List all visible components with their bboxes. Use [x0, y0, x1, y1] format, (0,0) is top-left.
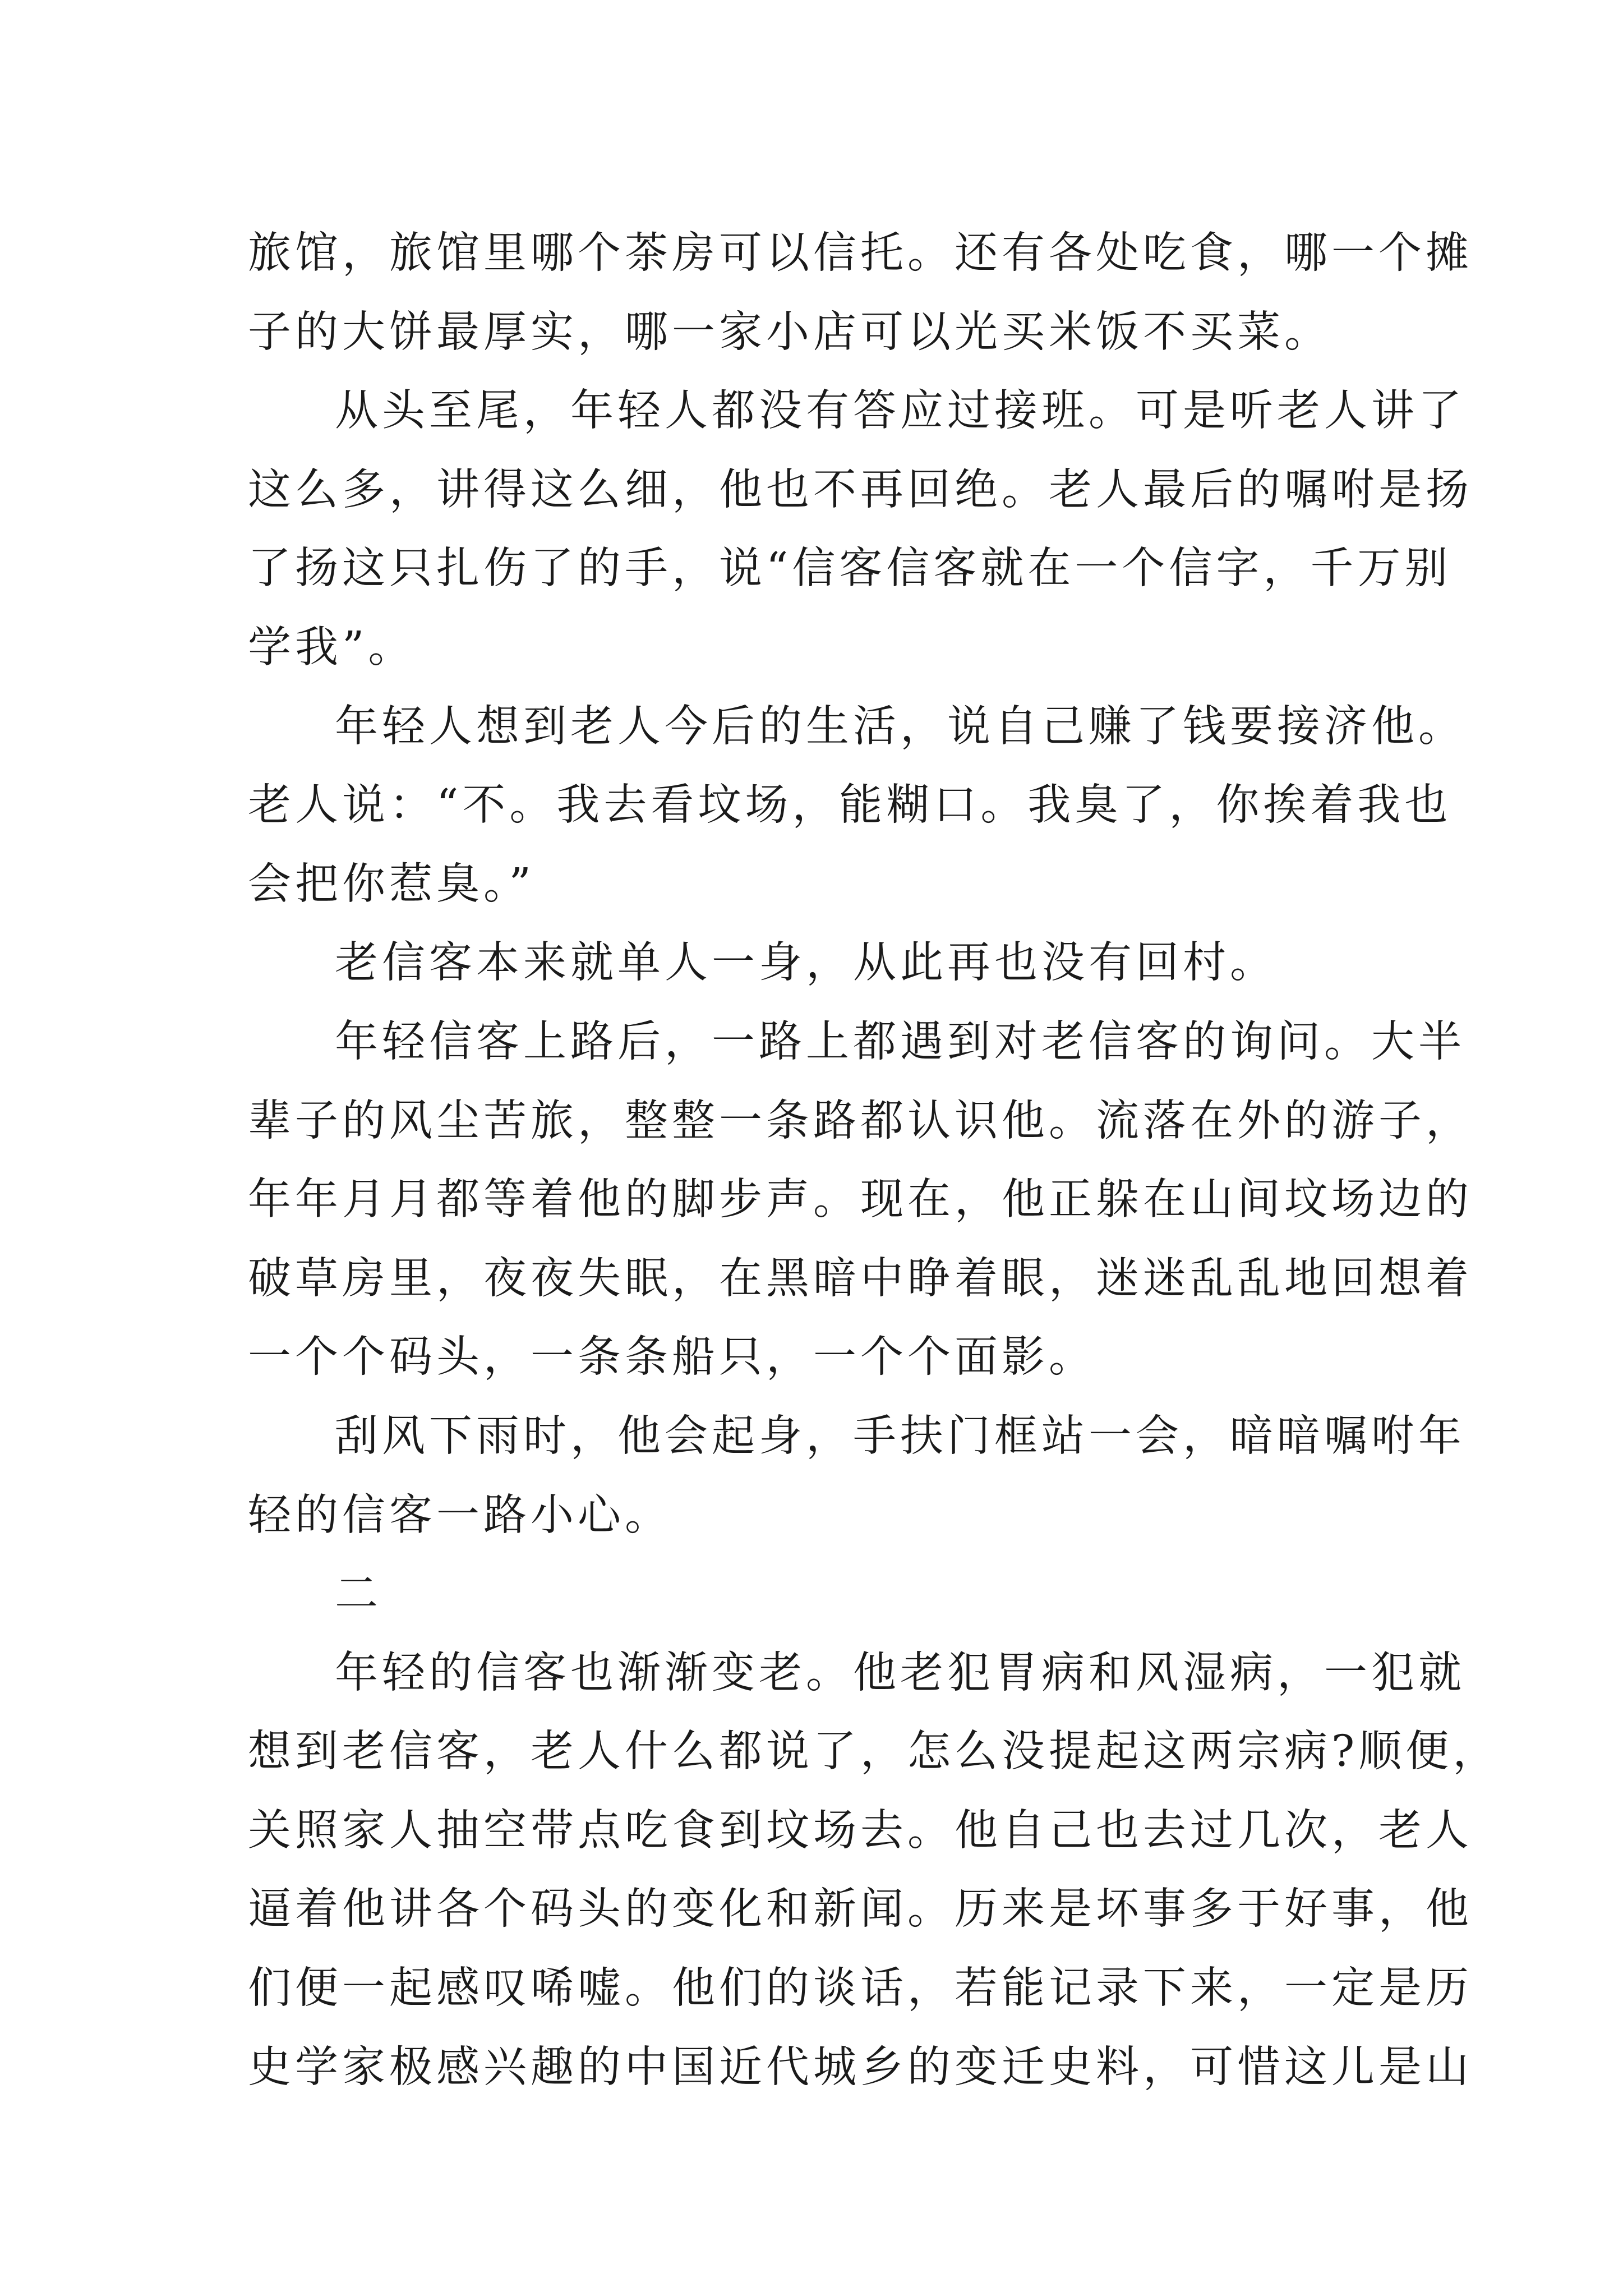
text-line: 辈子的风尘苦旅，整整一条路都认识他。流落在外的游子， [248, 1096, 1473, 1146]
text-line: 破草房里，夜夜失眠，在黑暗中睁着眼，迷迷乱乱地回想着 [248, 1253, 1473, 1304]
text-line: 老人说：“不。我去看坟场，能糊口。我臭了，你挨着我也 [248, 780, 1452, 831]
text-line: 会把你惹臭。” [248, 859, 535, 909]
text-line: 逼着他讲各个码头的变化和新闻。历来是坏事多于好事，他 [248, 1884, 1473, 1935]
text-line: 了扬这只扎伤了的手，说“信客信客就在一个信字，千万别 [248, 544, 1452, 594]
text-line: 年年月月都等着他的脚步声。现在，他正躲在山间坟场边的 [248, 1175, 1473, 1225]
text-line: 二 [335, 1569, 382, 1619]
text-line: 刮风下雨时，他会起身，手扶门框站一会，暗暗嘱咐年 [335, 1411, 1465, 1461]
text-line: 子的大饼最厚实，哪一家小店可以光买米饭不买菜。 [248, 307, 1331, 357]
text-line: 轻的信客一路小心。 [248, 1490, 672, 1540]
text-line: 老信客本来就单人一身，从此再也没有回村。 [335, 938, 1277, 988]
text-line: 年轻的信客也渐渐变老。他老犯胃病和风湿病，一犯就 [335, 1648, 1465, 1698]
text-line: 年轻人想到老人今后的生活，说自己赚了钱要接济他。 [335, 701, 1465, 752]
text-line: 旅馆，旅馆里哪个茶房可以信托。还有各处吃食，哪一个摊 [248, 228, 1473, 278]
text-line: 年轻信客上路后，一路上都遇到对老信客的询问。大半 [335, 1016, 1465, 1067]
text-line: 学我”。 [248, 622, 416, 673]
text-line: 想到老信客，老人什么都说了，怎么没提起这两宗病?顺便， [248, 1727, 1500, 1777]
body-text [248, 214, 1500, 2107]
text-line: 们便一起感叹唏嘘。他们的谈话，若能记录下来，一定是历 [248, 1963, 1473, 2014]
text-line: 关照家人抽空带点吃食到坟场去。他自己也去过几次，老人 [248, 1805, 1473, 1856]
text-line: 史学家极感兴趣的中国近代城乡的变迁史料，可惜这儿是山 [248, 2042, 1473, 2092]
text-line: 一个个码头，一条条船只，一个个面影。 [248, 1332, 1096, 1383]
text-line: 从头至尾，年轻人都没有答应过接班。可是听老人讲了 [335, 386, 1465, 436]
text-line: 这么多，讲得这么细，他也不再回绝。老人最后的嘱咐是扬 [248, 464, 1473, 515]
